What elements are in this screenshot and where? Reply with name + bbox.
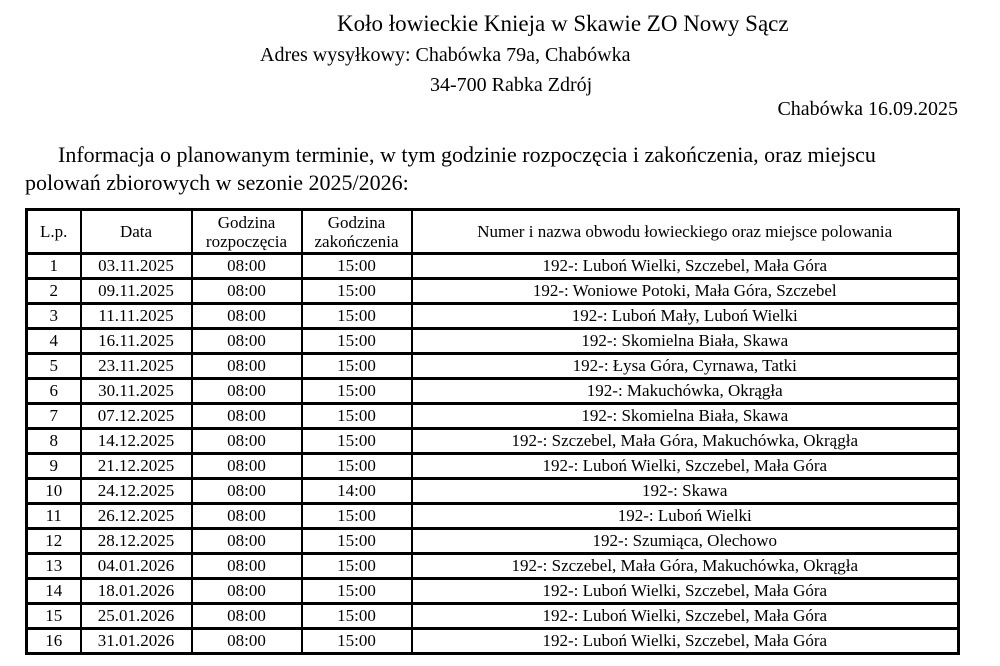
- lp-cell: 12: [27, 529, 81, 554]
- header-date: Data: [81, 210, 192, 254]
- location-cell: 192-: Szczebel, Mała Góra, Makuchówka, Okrągła: [412, 429, 959, 454]
- end-time-cell: 15:00: [302, 604, 412, 629]
- table-row: [27, 454, 959, 479]
- date-cell: 24.12.2025: [81, 479, 192, 504]
- lp-cell: 7: [27, 404, 81, 429]
- location-cell: 192-: Skomielna Biała, Skawa: [412, 404, 959, 429]
- date-cell: 09.11.2025: [81, 279, 192, 304]
- location-cell: 192-: Skawa: [412, 479, 959, 504]
- end-time-cell: 15:00: [302, 329, 412, 354]
- header-start-time: Godzina rozpoczęcia: [192, 210, 302, 254]
- location-cell: 192-: Woniowe Potoki, Mała Góra, Szczebel: [412, 279, 959, 304]
- end-time-cell: 15:00: [302, 429, 412, 454]
- table-row: [27, 604, 959, 629]
- lp-cell: 1: [27, 254, 81, 279]
- start-time-cell: 08:00: [192, 329, 302, 354]
- start-time-cell: 08:00: [192, 604, 302, 629]
- date-cell: 14.12.2025: [81, 429, 192, 454]
- date-cell: 28.12.2025: [81, 529, 192, 554]
- location-cell: 192-: Szczebel, Mała Góra, Makuchówka, Okrągła: [412, 554, 959, 579]
- end-time-cell: 15:00: [302, 254, 412, 279]
- location-cell: 192-: Łysa Góra, Cyrnawa, Tatki: [412, 354, 959, 379]
- hunting-schedule-table: [25, 208, 960, 655]
- table-row: [27, 354, 959, 379]
- postal-code-city-line: 34-700 Rabka Zdrój: [430, 74, 593, 96]
- start-time-cell: 08:00: [192, 354, 302, 379]
- date-cell: 16.11.2025: [81, 329, 192, 354]
- start-time-cell: 08:00: [192, 379, 302, 404]
- lp-cell: 8: [27, 429, 81, 454]
- lp-cell: 15: [27, 604, 81, 629]
- date-cell: 03.11.2025: [81, 254, 192, 279]
- lp-cell: 14: [27, 579, 81, 604]
- place-and-date: Chabówka 16.09.2025: [777, 98, 958, 120]
- table-row: [27, 379, 959, 404]
- table-row: [27, 304, 959, 329]
- end-time-cell: 15:00: [302, 579, 412, 604]
- mailing-address-line: Adres wysyłkowy: Chabówka 79a, Chabówka: [260, 44, 631, 66]
- lp-cell: 11: [27, 504, 81, 529]
- lp-cell: 5: [27, 354, 81, 379]
- start-time-cell: 08:00: [192, 279, 302, 304]
- location-cell: 192-: Luboń Wielki, Szczebel, Mała Góra: [412, 454, 959, 479]
- end-time-cell: 15:00: [302, 554, 412, 579]
- location-cell: 192-: Luboń Wielki, Szczebel, Mała Góra: [412, 254, 959, 279]
- lp-cell: 16: [27, 629, 81, 654]
- location-cell: 192-: Luboń Wielki, Szczebel, Mała Góra: [412, 604, 959, 629]
- lp-cell: 3: [27, 304, 81, 329]
- end-time-cell: 15:00: [302, 529, 412, 554]
- start-time-cell: 08:00: [192, 254, 302, 279]
- table-row: [27, 554, 959, 579]
- start-time-cell: 08:00: [192, 554, 302, 579]
- table-row: [27, 254, 959, 279]
- header-location: Numer i nazwa obwodu łowieckiego oraz miejsce polowania: [412, 210, 959, 254]
- end-time-cell: 15:00: [302, 454, 412, 479]
- date-cell: 21.12.2025: [81, 454, 192, 479]
- table-row: [27, 404, 959, 429]
- date-cell: 26.12.2025: [81, 504, 192, 529]
- intro-paragraph: Informacja o planowanym terminie, w tym godzinie rozpoczęcia i zakończenia, oraz miejscu polowań zbiorowych w sezonie 2025/2026:: [25, 142, 876, 195]
- date-cell: 23.11.2025: [81, 354, 192, 379]
- start-time-cell: 08:00: [192, 579, 302, 604]
- date-cell: 07.12.2025: [81, 404, 192, 429]
- date-cell: 04.01.2026: [81, 554, 192, 579]
- header-lp: L.p.: [27, 210, 81, 254]
- start-time-cell: 08:00: [192, 479, 302, 504]
- location-cell: 192-: Luboń Wielki, Szczebel, Mała Góra: [412, 579, 959, 604]
- header-end-time: Godzina zakończenia: [302, 210, 412, 254]
- start-time-cell: 08:00: [192, 404, 302, 429]
- start-time-cell: 08:00: [192, 454, 302, 479]
- date-cell: 18.01.2026: [81, 579, 192, 604]
- lp-cell: 9: [27, 454, 81, 479]
- location-cell: 192-: Luboń Mały, Luboń Wielki: [412, 304, 959, 329]
- table-row: [27, 329, 959, 354]
- date-cell: 31.01.2026: [81, 629, 192, 654]
- start-time-cell: 08:00: [192, 629, 302, 654]
- location-cell: 192-: Skomielna Biała, Skawa: [412, 329, 959, 354]
- start-time-cell: 08:00: [192, 304, 302, 329]
- start-time-cell: 08:00: [192, 504, 302, 529]
- document-title: Koło łowieckie Knieja w Skawie ZO Nowy Sącz: [337, 11, 789, 36]
- end-time-cell: 15:00: [302, 379, 412, 404]
- lp-cell: 10: [27, 479, 81, 504]
- table-row: [27, 429, 959, 454]
- location-cell: 192-: Szumiąca, Olechowo: [412, 529, 959, 554]
- end-time-cell: 15:00: [302, 354, 412, 379]
- start-time-cell: 08:00: [192, 529, 302, 554]
- table-row: [27, 279, 959, 304]
- date-cell: 25.01.2026: [81, 604, 192, 629]
- date-cell: 30.11.2025: [81, 379, 192, 404]
- lp-cell: 2: [27, 279, 81, 304]
- table-header-row: [27, 210, 959, 254]
- date-cell: 11.11.2025: [81, 304, 192, 329]
- schedule-table-body: [27, 254, 959, 654]
- lp-cell: 4: [27, 329, 81, 354]
- end-time-cell: 15:00: [302, 629, 412, 654]
- lp-cell: 6: [27, 379, 81, 404]
- location-cell: 192-: Luboń Wielki: [412, 504, 959, 529]
- end-time-cell: 15:00: [302, 279, 412, 304]
- table-row: [27, 479, 959, 504]
- location-cell: 192-: Luboń Wielki, Szczebel, Mała Góra: [412, 629, 959, 654]
- start-time-cell: 08:00: [192, 429, 302, 454]
- end-time-cell: 15:00: [302, 304, 412, 329]
- table-row: [27, 529, 959, 554]
- table-row: [27, 629, 959, 654]
- lp-cell: 13: [27, 554, 81, 579]
- end-time-cell: 15:00: [302, 404, 412, 429]
- table-row: [27, 504, 959, 529]
- location-cell: 192-: Makuchówka, Okrągła: [412, 379, 959, 404]
- table-row: [27, 579, 959, 604]
- end-time-cell: 15:00: [302, 504, 412, 529]
- end-time-cell: 14:00: [302, 479, 412, 504]
